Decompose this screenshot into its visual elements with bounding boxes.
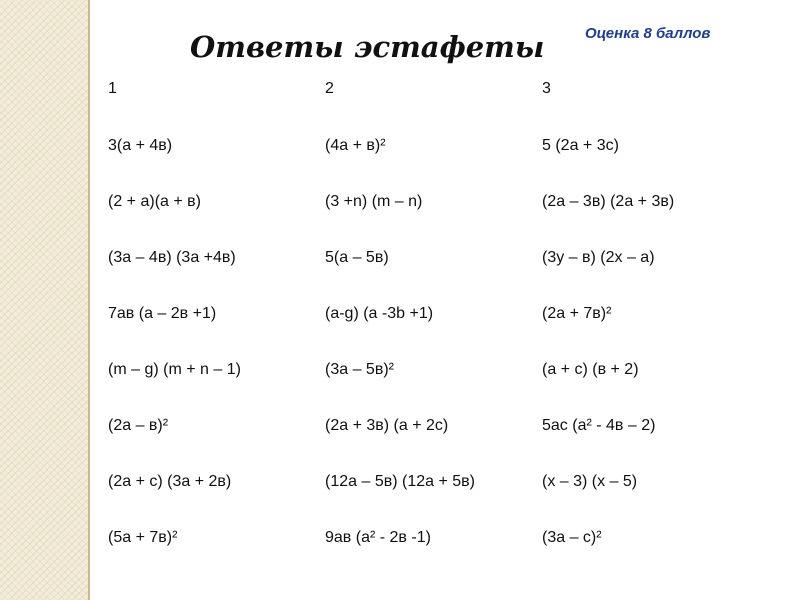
answer-cell: (х – 3) (х – 5) [542, 473, 638, 490]
column-header-2: 2 [325, 80, 334, 97]
answer-cell: (3а – с)² [542, 529, 602, 546]
answer-cell: (5а + 7в)² [108, 529, 178, 546]
answer-cell: (3а – 5в)² [325, 361, 394, 378]
answer-cell: (m – g) (m + n – 1) [108, 361, 241, 378]
answer-cell: (a-g) (a -3b +1) [325, 305, 434, 322]
answer-cell: (2 + а)(а + в) [108, 193, 201, 210]
answer-cell: (2а – 3в) (2а + 3в) [542, 193, 675, 210]
answer-cell: (а + с) (в + 2) [542, 361, 639, 378]
grade-note: Оценка 8 баллов [585, 25, 711, 42]
column-header-3: 3 [542, 80, 551, 97]
answer-cell: (2а + с) (3а + 2в) [108, 473, 232, 490]
answer-cell: (3 +n) (m – n) [325, 193, 423, 210]
answer-cell: (12а – 5в) (12а + 5в) [325, 473, 475, 490]
answer-cell: (2а + 7в)² [542, 305, 612, 322]
answer-cell: 5 (2а + 3с) [542, 137, 619, 154]
answer-cell: (3у – в) (2х – а) [542, 249, 655, 266]
side-divider [88, 0, 90, 600]
answer-cell: 5ас (а² - 4в – 2) [542, 417, 656, 434]
answer-cell: 3(а + 4в) [108, 137, 173, 154]
answer-cell: (2а – в)² [108, 417, 169, 434]
decorative-side-strip [0, 0, 88, 600]
answer-cell: 7ав (а – 2в +1) [108, 305, 217, 322]
column-header-1: 1 [108, 80, 117, 97]
answer-cell: (3а – 4в) (3а +4в) [108, 249, 236, 266]
page-title: Ответы эстафеты [190, 30, 545, 64]
answer-cell: 9ав (а² - 2в -1) [325, 529, 431, 546]
answer-cell: (2а + 3в) (а + 2с) [325, 417, 449, 434]
answer-cell: 5(а – 5в) [325, 249, 389, 266]
answer-cell: (4а + в)² [325, 137, 386, 154]
